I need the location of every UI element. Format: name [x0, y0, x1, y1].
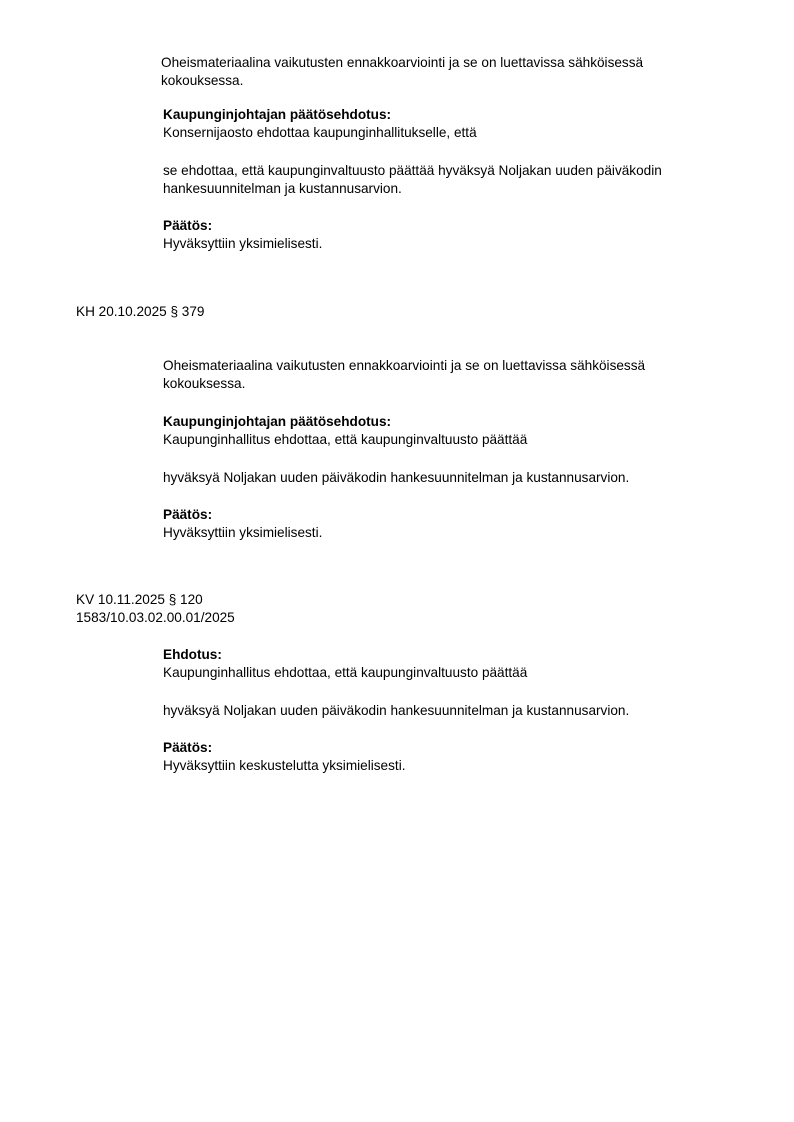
s1-attachment-note-line1: Oheismateriaalina vaikutusten ennakkoarviointi ja se on luettavissa sähköisessä: [161, 55, 644, 70]
s3-decision: [163, 739, 723, 775]
s1-proposal-body-line2: hankesuunnitelman ja kustannusarvion.: [163, 181, 402, 196]
s3-proposal-intro: Kaupunginhallitus ehdottaa, että kaupunginvaltuusto päättää: [163, 665, 528, 680]
s2-attachment-note: [163, 357, 723, 393]
s3-meeting-header: [76, 591, 235, 627]
s2-attachment-note-line1: Oheismateriaalina vaikutusten ennakkoarviointi ja se on luettavissa sähköisessä: [163, 358, 646, 373]
s3-record-number: 1583/10.03.02.00.01/2025: [76, 610, 235, 625]
s1-decision-text: Hyväksyttiin yksimielisesti.: [163, 236, 323, 251]
s2-decision-text: Hyväksyttiin yksimielisesti.: [163, 525, 323, 540]
s1-proposal-body-line1: se ehdottaa, että kaupunginvaltuusto päättää hyväksyä Noljakan uuden päiväkodin: [163, 163, 662, 178]
s1-decision-heading: Päätös:: [163, 218, 213, 233]
s1-proposal: [163, 106, 723, 142]
s3-decision-heading: Päätös:: [163, 740, 213, 755]
s2-decision-heading: Päätös:: [163, 507, 213, 522]
s2-proposal-body: hyväksyä Noljakan uuden päiväkodin hankesuunnitelman ja kustannusarvion.: [163, 470, 630, 485]
s3-meeting-ref: KV 10.11.2025 § 120: [76, 592, 203, 607]
s3-proposal: [163, 646, 723, 682]
s3-decision-text: Hyväksyttiin keskustelutta yksimielisesti.: [163, 758, 406, 773]
s2-decision: [163, 506, 723, 542]
s1-decision: [163, 217, 723, 253]
s1-proposal-intro: Konsernijaosto ehdottaa kaupunginhallitukselle, että: [163, 125, 477, 140]
s1-proposal-heading: Kaupunginjohtajan päätösehdotus:: [163, 107, 392, 122]
s2-proposal-heading: Kaupunginjohtajan päätösehdotus:: [163, 414, 392, 429]
s1-attachment-note-line2: kokouksessa.: [161, 73, 244, 88]
s2-proposal: [163, 413, 723, 449]
s3-proposal-body: hyväksyä Noljakan uuden päiväkodin hankesuunnitelman ja kustannusarvion.: [163, 703, 630, 718]
s2-attachment-note-line2: kokouksessa.: [163, 376, 246, 391]
s2-meeting-ref: KH 20.10.2025 § 379: [76, 304, 205, 319]
s1-proposal-body: [163, 162, 723, 198]
s2-proposal-intro: Kaupunginhallitus ehdottaa, että kaupunginvaltuusto päättää: [163, 432, 528, 447]
s1-attachment-note: [161, 54, 643, 90]
s3-proposal-heading: Ehdotus:: [163, 647, 222, 662]
